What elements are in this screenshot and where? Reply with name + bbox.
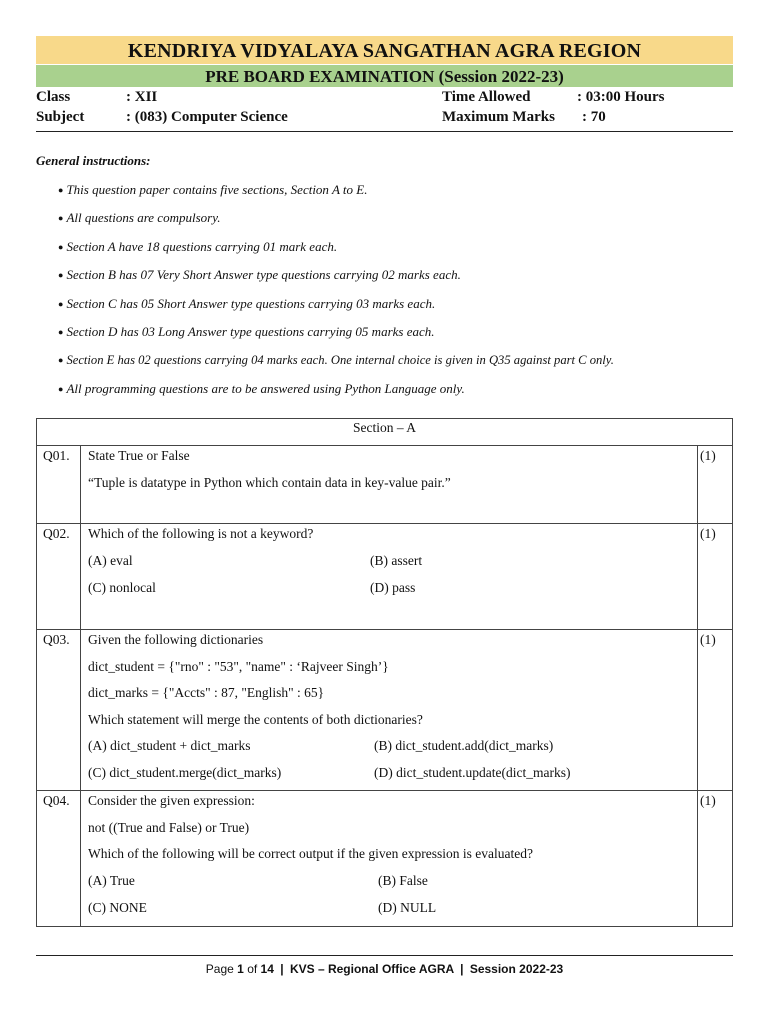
section-title: Section – A: [353, 420, 416, 435]
bullet-icon: ●: [58, 270, 64, 280]
option-a: (A) eval: [88, 553, 133, 568]
bullet-icon: ●: [58, 299, 64, 309]
instructions-title: General instructions:: [36, 153, 151, 168]
question-text: Given the following dictionaries: [88, 632, 264, 647]
instruction-item: ● Section D has 03 Long Answer type questions carrying 05 marks each.: [58, 324, 435, 339]
table-row-divider: [36, 629, 733, 630]
option-d: (D) pass: [370, 580, 416, 595]
subject-value: : (083) Computer Science: [126, 109, 288, 125]
question-marks: (1): [700, 526, 716, 541]
instruction-item: ● All programming questions are to be answered using Python Language only.: [58, 381, 465, 396]
option-c: (C) dict_student.merge(dict_marks): [88, 765, 282, 780]
header-subtitle: PRE BOARD EXAMINATION (Session 2022-23): [36, 65, 733, 87]
table-border-left: [36, 418, 37, 926]
table-row-divider: [36, 790, 733, 791]
question-marks: (1): [700, 448, 716, 463]
option-c: (C) NONE: [88, 900, 147, 915]
marks-label: Maximum Marks: [442, 109, 555, 125]
table-border-top: [36, 418, 733, 419]
page-label: Page: [205, 962, 234, 976]
question-code: dict_student = {"rno" : "53", "name" : ‘Rajveer Singh’}: [88, 659, 389, 674]
footer-divider: [36, 955, 733, 956]
instruction-item: ● Section C has 05 Short Answer type questions carrying 03 marks each.: [58, 296, 436, 311]
page-of: of: [247, 962, 258, 976]
question-number: Q01.: [43, 448, 70, 463]
option-a: (A) True: [88, 873, 135, 888]
instruction-item: ● Section E has 02 questions carrying 04 marks each. One internal choice is given in Q35 against part C only.: [58, 353, 614, 367]
instruction-item: ● This question paper contains five sections, Section A to E.: [58, 182, 368, 197]
subject-label: Subject: [36, 109, 85, 125]
option-b: (B) assert: [370, 553, 423, 568]
bullet-icon: ●: [58, 327, 64, 337]
footer-separator: |: [460, 962, 464, 976]
question-marks: (1): [700, 793, 716, 808]
question-number: Q02.: [43, 526, 70, 541]
header-divider: [36, 131, 733, 132]
question-text: State True or False: [88, 448, 190, 463]
option-d: (D) NULL: [378, 900, 437, 915]
option-d: (D) dict_student.update(dict_marks): [374, 765, 571, 780]
footer-session: Session 2022-23: [469, 962, 564, 976]
option-c: (C) nonlocal: [88, 580, 156, 595]
question-number: Q04.: [43, 793, 70, 808]
option-a: (A) dict_student + dict_marks: [88, 738, 251, 753]
instruction-item: ● Section A have 18 questions carrying 01 mark each.: [58, 239, 338, 254]
page-footer: [36, 962, 733, 976]
instruction-item: ● Section B has 07 Very Short Answer type questions carrying 02 marks each.: [58, 267, 461, 282]
option-b: (B) False: [378, 873, 428, 888]
bullet-icon: ●: [58, 185, 64, 195]
header-title: KENDRIYA VIDYALAYA SANGATHAN AGRA REGION: [36, 36, 733, 64]
option-b: (B) dict_student.add(dict_marks): [374, 738, 554, 753]
question-code: dict_marks = {"Accts" : 87, "English" : 65}: [88, 685, 325, 700]
footer-office: KVS – Regional Office AGRA: [289, 962, 454, 976]
class-value: : XII: [126, 89, 158, 105]
question-text: Consider the given expression:: [88, 793, 255, 808]
question-text: “Tuple is datatype in Python which contain data in key-value pair.”: [88, 475, 451, 490]
page-number: 1: [237, 962, 244, 976]
question-text: Which of the following will be correct output if the given expression is evaluated?: [88, 846, 533, 861]
question-text: Which statement will merge the contents of both dictionaries?: [88, 712, 423, 727]
instruction-item: ● All questions are compulsory.: [58, 210, 221, 225]
bullet-icon: ●: [58, 213, 64, 223]
question-text: Which of the following is not a keyword?: [88, 526, 314, 541]
bullet-icon: ●: [58, 242, 64, 252]
question-marks: (1): [700, 632, 716, 647]
table-border-right: [732, 418, 733, 926]
marks-value: : 70: [582, 109, 606, 125]
table-row-divider: [36, 523, 733, 524]
time-value: : 03:00 Hours: [577, 89, 665, 105]
bullet-icon: ●: [58, 355, 64, 365]
footer-separator: |: [280, 962, 284, 976]
table-row-divider: [36, 445, 733, 446]
question-code: not ((True and False) or True): [88, 820, 250, 835]
page-total: 14: [260, 962, 274, 976]
time-label: Time Allowed: [442, 89, 531, 105]
question-number: Q03.: [43, 632, 70, 647]
table-border-bottom: [36, 926, 733, 927]
bullet-icon: ●: [58, 384, 64, 394]
table-col-divider: [697, 445, 698, 926]
class-label: Class: [36, 89, 71, 105]
table-col-divider: [80, 445, 81, 926]
